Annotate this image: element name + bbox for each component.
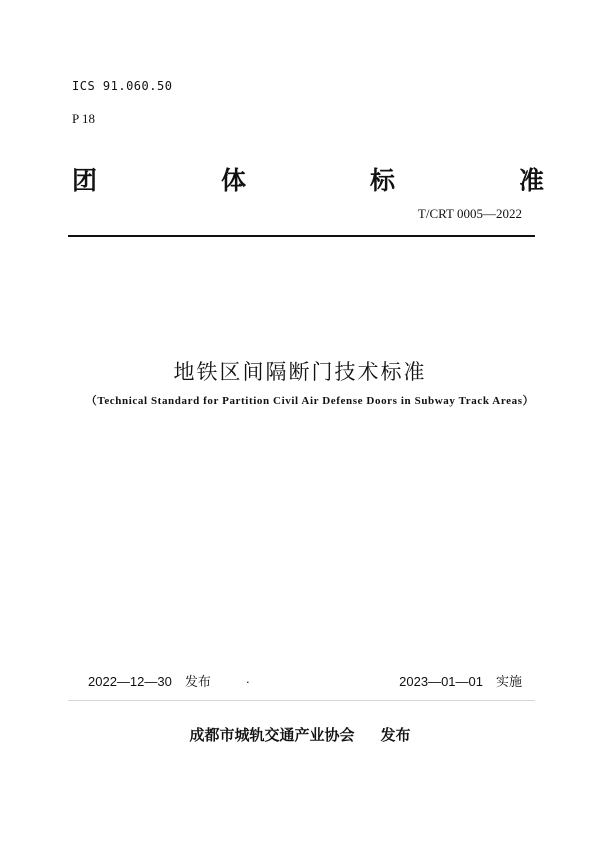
stray-mark: .: [246, 671, 250, 686]
footer-divider: [68, 700, 535, 701]
ics-code: ICS 91.060.50: [72, 79, 173, 93]
document-title-english: （Technical Standard for Partition Civil Air Defense Doors in Subway Track Areas）: [85, 395, 535, 407]
publisher-action: 发布: [380, 726, 411, 744]
document-title: 地铁区间隔断门技术标准: [173, 360, 427, 384]
standard-type-char: 团: [72, 166, 98, 195]
standard-type-char: 标: [369, 166, 395, 195]
standard-type-char: 体: [220, 166, 246, 195]
ccs-code: P 18: [72, 111, 95, 126]
header-divider: [68, 235, 535, 237]
issue-date: 2022—12—30 发布: [88, 674, 211, 689]
publisher-line: [0, 724, 600, 745]
implementation-date: 2023—01—01 实施: [399, 674, 522, 689]
standard-number: T/CRT 0005—2022: [417, 206, 522, 221]
standard-type-heading: [72, 165, 544, 197]
standard-type-char: 准: [518, 166, 544, 195]
publisher-name: 成都市城轨交通产业协会: [189, 726, 355, 744]
